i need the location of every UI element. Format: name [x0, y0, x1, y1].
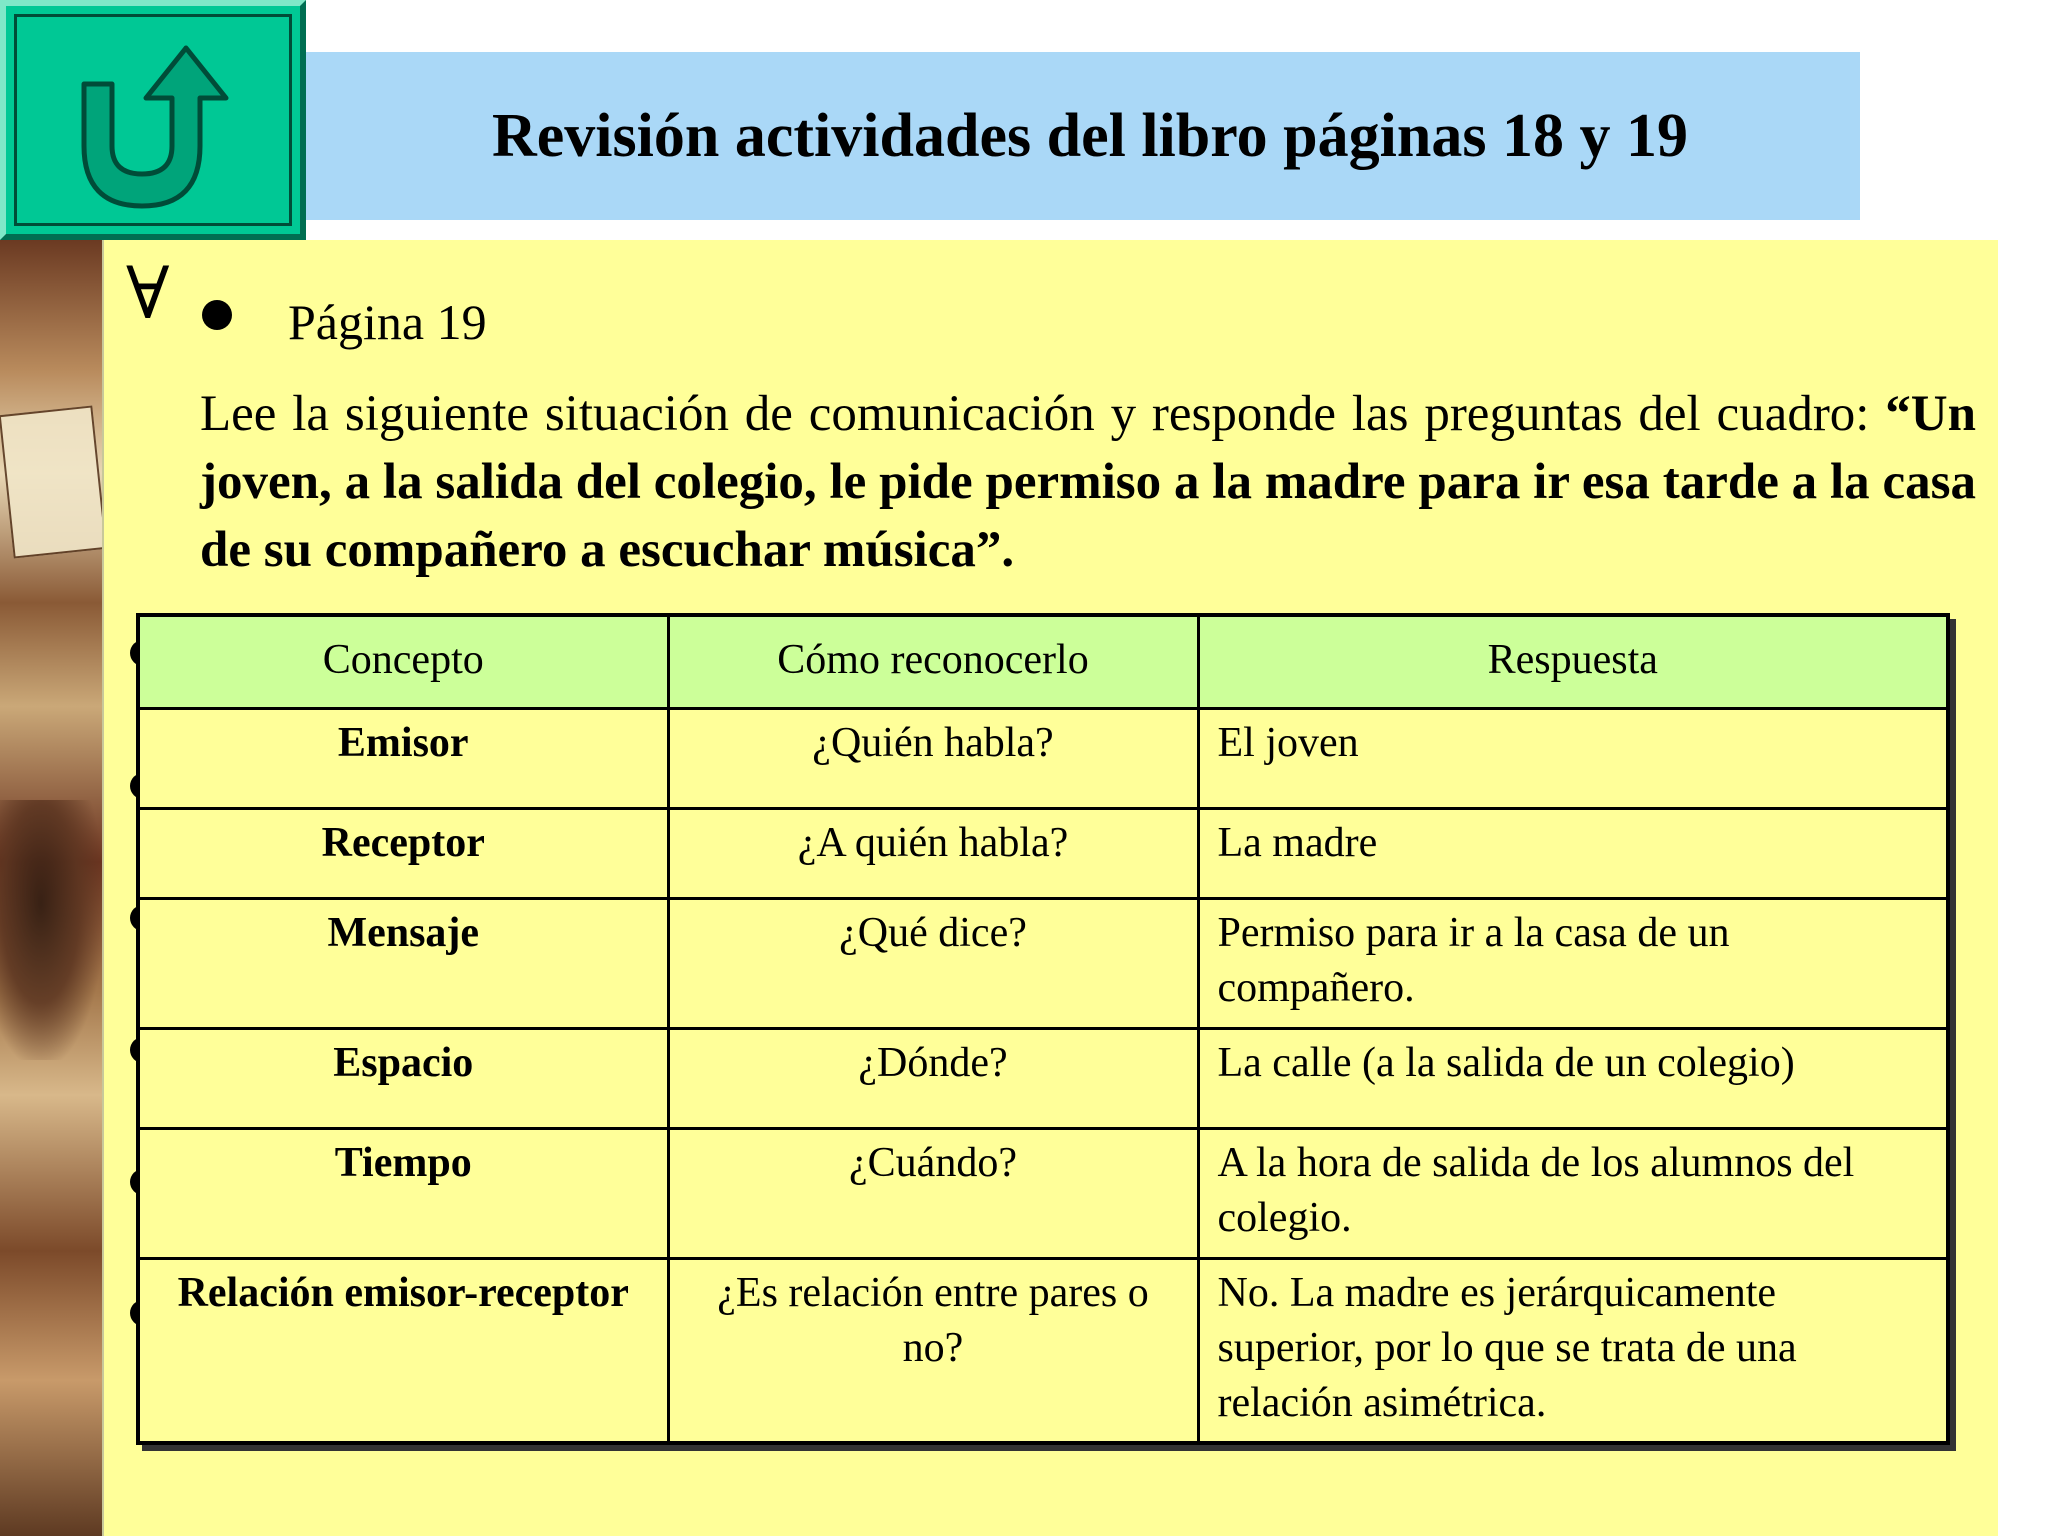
table-row [138, 1129, 1948, 1259]
answer-cell: La calle (a la salida de un colegio) [1198, 1029, 1948, 1129]
bullet-icon [202, 300, 232, 330]
table-row [138, 1259, 1948, 1443]
concept-cell: Mensaje [138, 899, 668, 1029]
header-respuesta: Respuesta [1198, 615, 1948, 709]
table-row [138, 1029, 1948, 1129]
question-cell: ¿Dónde? [668, 1029, 1198, 1129]
question-cell: ¿Qué dice? [668, 899, 1198, 1029]
concept-cell: Tiempo [138, 1129, 668, 1259]
situation-quote: “Un joven, a la salida del colegio, le pide permiso a la madre para ir esa tarde a la casa de su compañero a escuchar música”. [200, 386, 1976, 578]
answer-cell: No. La madre es jerárquicamente superior, por lo que se trata de una relación asimétrica. [1198, 1259, 1948, 1443]
table-row [138, 899, 1948, 1029]
instruction-prefix: Lee la siguiente situación de comunicación y responde las preguntas del cuadro: [200, 386, 1886, 442]
table-row [138, 709, 1948, 809]
question-cell: ¿A quién habla? [668, 809, 1198, 899]
question-cell: ¿Quién habla? [668, 709, 1198, 809]
back-button[interactable] [0, 0, 306, 240]
manuscript-image [0, 240, 102, 1536]
question-cell: ¿Es relación entre pares o no? [668, 1259, 1198, 1443]
answer-cell: A la hora de salida de los alumnos del colegio. [1198, 1129, 1948, 1259]
forall-symbol: ∀ [126, 254, 170, 334]
table-row [138, 809, 1948, 899]
answer-cell: Permiso para ir a la casa de un compañero. [1198, 899, 1948, 1029]
page-label: Página 19 [288, 294, 487, 350]
answer-cell: La madre [1198, 809, 1948, 899]
concept-cell: Emisor [138, 709, 668, 809]
concept-cell: Relación emisor-receptor [138, 1259, 668, 1443]
concept-table [136, 613, 1950, 1445]
top-strip [300, 0, 1860, 52]
panel-divider [102, 240, 104, 1536]
page-title: Revisión actividades del libro páginas 18 y 19 [492, 101, 1688, 170]
u-turn-arrow-icon [64, 36, 254, 216]
header-como-reconocerlo: Cómo reconocerlo [668, 615, 1198, 709]
header-concepto: Concepto [138, 615, 668, 709]
concept-cell: Espacio [138, 1029, 668, 1129]
concept-cell: Receptor [138, 809, 668, 899]
instruction-text [200, 380, 1976, 584]
answer-cell: El joven [1198, 709, 1948, 809]
table-header-row [138, 615, 1948, 709]
question-cell: ¿Cuándo? [668, 1129, 1198, 1259]
